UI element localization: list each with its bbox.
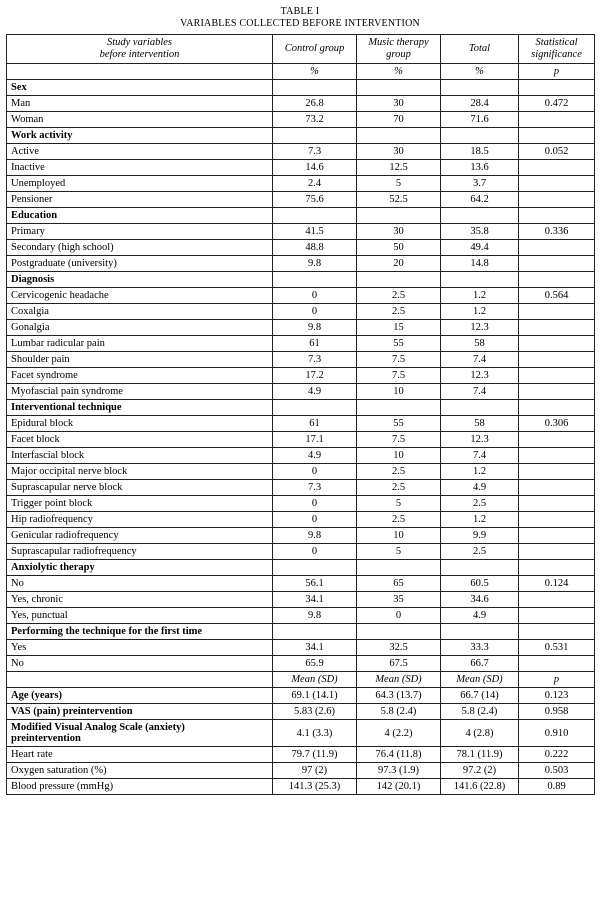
table-row bbox=[7, 747, 595, 763]
table-row bbox=[7, 704, 595, 720]
cell-total: 49.4 bbox=[441, 240, 519, 256]
row-label: Gonalgia bbox=[7, 320, 273, 336]
cell-total: 2.5 bbox=[441, 496, 519, 512]
table-row bbox=[7, 160, 595, 176]
section-header-row bbox=[7, 80, 595, 96]
section-title: Sex bbox=[7, 80, 273, 96]
table-row bbox=[7, 256, 595, 272]
subheader-p: p bbox=[519, 64, 595, 80]
cell-music: 30 bbox=[357, 96, 441, 112]
table-row bbox=[7, 688, 595, 704]
section-empty-cell bbox=[357, 272, 441, 288]
cell-music: 30 bbox=[357, 224, 441, 240]
row-label: Primary bbox=[7, 224, 273, 240]
cell-music: 30 bbox=[357, 144, 441, 160]
section-empty-cell bbox=[273, 128, 357, 144]
cell-control: 9.8 bbox=[273, 528, 357, 544]
table-row bbox=[7, 320, 595, 336]
cell-total: 33.3 bbox=[441, 640, 519, 656]
table-row bbox=[7, 192, 595, 208]
row-label: Active bbox=[7, 144, 273, 160]
cell-control: 48.8 bbox=[273, 240, 357, 256]
cell-control: 75.6 bbox=[273, 192, 357, 208]
section-title: Performing the technique for the first time bbox=[7, 624, 273, 640]
cell-music: 10 bbox=[357, 448, 441, 464]
cell-p: 0.958 bbox=[519, 704, 595, 720]
row-label: Suprascapular nerve block bbox=[7, 480, 273, 496]
cell-control: 34.1 bbox=[273, 640, 357, 656]
table-row bbox=[7, 496, 595, 512]
section-empty-cell bbox=[519, 128, 595, 144]
row-label: Lumbar radicular pain bbox=[7, 336, 273, 352]
cell-music: 5 bbox=[357, 544, 441, 560]
cell-total: 58 bbox=[441, 336, 519, 352]
row-label: Trigger point block bbox=[7, 496, 273, 512]
cell-control: 9.8 bbox=[273, 320, 357, 336]
cell-p: 0.564 bbox=[519, 288, 595, 304]
section-header-row bbox=[7, 560, 595, 576]
section-empty-cell bbox=[273, 400, 357, 416]
table-row bbox=[7, 592, 595, 608]
cell-music: 2.5 bbox=[357, 288, 441, 304]
cell-total: 4.9 bbox=[441, 480, 519, 496]
cell-music: 5 bbox=[357, 496, 441, 512]
cell-total: 7.4 bbox=[441, 384, 519, 400]
table-row bbox=[7, 288, 595, 304]
cell-total: 1.2 bbox=[441, 464, 519, 480]
cell-p bbox=[519, 512, 595, 528]
row-label: Yes, chronic bbox=[7, 592, 273, 608]
cell-p: 0.472 bbox=[519, 96, 595, 112]
cell-p bbox=[519, 336, 595, 352]
cell-total: 66.7 bbox=[441, 656, 519, 672]
table-row bbox=[7, 416, 595, 432]
row-label: Postgraduate (university) bbox=[7, 256, 273, 272]
section-empty-cell bbox=[441, 272, 519, 288]
cell-p bbox=[519, 368, 595, 384]
cell-p bbox=[519, 608, 595, 624]
cell-total: 71.6 bbox=[441, 112, 519, 128]
cell-total: 28.4 bbox=[441, 96, 519, 112]
header-control-group: Control group bbox=[273, 35, 357, 64]
table-body bbox=[7, 35, 595, 795]
cell-control: 0 bbox=[273, 288, 357, 304]
cell-total: 60.5 bbox=[441, 576, 519, 592]
cell-total: 2.5 bbox=[441, 544, 519, 560]
cell-control: 4.1 (3.3) bbox=[273, 720, 357, 747]
table-row bbox=[7, 432, 595, 448]
row-label: Inactive bbox=[7, 160, 273, 176]
table-row bbox=[7, 576, 595, 592]
row-label: Suprascapular radiofrequency bbox=[7, 544, 273, 560]
row-label: Pensioner bbox=[7, 192, 273, 208]
cell-total: 3.7 bbox=[441, 176, 519, 192]
table-row bbox=[7, 384, 595, 400]
cell-music: 20 bbox=[357, 256, 441, 272]
cell-p: 0.89 bbox=[519, 779, 595, 795]
cell-p: 0.306 bbox=[519, 416, 595, 432]
cell-music: 5.8 (2.4) bbox=[357, 704, 441, 720]
cell-control: 0 bbox=[273, 464, 357, 480]
cell-total: 66.7 (14) bbox=[441, 688, 519, 704]
cell-p bbox=[519, 448, 595, 464]
cell-total: 4 (2.8) bbox=[441, 720, 519, 747]
section-header-row bbox=[7, 624, 595, 640]
row-label: Interfascial block bbox=[7, 448, 273, 464]
cell-control: 2.4 bbox=[273, 176, 357, 192]
cell-total: 34.6 bbox=[441, 592, 519, 608]
cell-control: 7.3 bbox=[273, 352, 357, 368]
section-empty-cell bbox=[357, 400, 441, 416]
cell-control: 34.1 bbox=[273, 592, 357, 608]
table-row bbox=[7, 720, 595, 747]
section-empty-cell bbox=[519, 560, 595, 576]
row-label: Woman bbox=[7, 112, 273, 128]
row-label: Man bbox=[7, 96, 273, 112]
cell-control: 26.8 bbox=[273, 96, 357, 112]
cell-control: 69.1 (14.1) bbox=[273, 688, 357, 704]
section-empty-cell bbox=[273, 208, 357, 224]
cell-control: 4.9 bbox=[273, 448, 357, 464]
row-label: Unemployed bbox=[7, 176, 273, 192]
cell-music: 5 bbox=[357, 176, 441, 192]
cell-p bbox=[519, 528, 595, 544]
cell-control: 7.3 bbox=[273, 144, 357, 160]
cell-music: 10 bbox=[357, 384, 441, 400]
row-label-line2: preintervention bbox=[11, 733, 81, 744]
section-empty-cell bbox=[357, 80, 441, 96]
header-sig-line1: Statistical bbox=[535, 37, 578, 48]
cell-total: 4.9 bbox=[441, 608, 519, 624]
cell-music: 10 bbox=[357, 528, 441, 544]
table-row bbox=[7, 608, 595, 624]
table-row bbox=[7, 512, 595, 528]
section-title: Anxiolytic therapy bbox=[7, 560, 273, 576]
table-caption bbox=[6, 6, 594, 30]
cell-total: 13.6 bbox=[441, 160, 519, 176]
section-title: Diagnosis bbox=[7, 272, 273, 288]
cell-total: 1.2 bbox=[441, 288, 519, 304]
mean-header-control: Mean (SD) bbox=[273, 672, 357, 688]
table-row bbox=[7, 224, 595, 240]
cell-music: 4 (2.2) bbox=[357, 720, 441, 747]
section-header-row bbox=[7, 208, 595, 224]
cell-music: 7.5 bbox=[357, 368, 441, 384]
header-statistical-significance bbox=[519, 35, 595, 64]
cell-p bbox=[519, 352, 595, 368]
cell-p bbox=[519, 464, 595, 480]
section-header-row bbox=[7, 400, 595, 416]
cell-control: 9.8 bbox=[273, 256, 357, 272]
row-label bbox=[7, 720, 273, 747]
section-empty-cell bbox=[441, 208, 519, 224]
subheader-music-percent: % bbox=[357, 64, 441, 80]
cell-control: 73.2 bbox=[273, 112, 357, 128]
cell-p bbox=[519, 432, 595, 448]
cell-p bbox=[519, 384, 595, 400]
section-empty-cell bbox=[519, 272, 595, 288]
cell-music: 97.3 (1.9) bbox=[357, 763, 441, 779]
cell-control: 65.9 bbox=[273, 656, 357, 672]
table-row bbox=[7, 544, 595, 560]
cell-p: 0.222 bbox=[519, 747, 595, 763]
cell-p: 0.336 bbox=[519, 224, 595, 240]
cell-total: 12.3 bbox=[441, 368, 519, 384]
header-study-variables bbox=[7, 35, 273, 64]
section-empty-cell bbox=[441, 80, 519, 96]
header-music-therapy-group bbox=[357, 35, 441, 64]
section-title: Education bbox=[7, 208, 273, 224]
row-label: Secondary (high school) bbox=[7, 240, 273, 256]
mean-header-total: Mean (SD) bbox=[441, 672, 519, 688]
mean-header-row bbox=[7, 672, 595, 688]
cell-total: 141.6 (22.8) bbox=[441, 779, 519, 795]
cell-control: 61 bbox=[273, 336, 357, 352]
section-empty-cell bbox=[357, 624, 441, 640]
section-empty-cell bbox=[441, 624, 519, 640]
table-row bbox=[7, 528, 595, 544]
table-row bbox=[7, 763, 595, 779]
cell-control: 56.1 bbox=[273, 576, 357, 592]
cell-total: 35.8 bbox=[441, 224, 519, 240]
row-label: Major occipital nerve block bbox=[7, 464, 273, 480]
table-row bbox=[7, 448, 595, 464]
section-header-row bbox=[7, 128, 595, 144]
cell-control: 0 bbox=[273, 544, 357, 560]
cell-control: 97 (2) bbox=[273, 763, 357, 779]
table-row bbox=[7, 480, 595, 496]
row-label: Epidural block bbox=[7, 416, 273, 432]
cell-music: 2.5 bbox=[357, 480, 441, 496]
table-row bbox=[7, 304, 595, 320]
section-empty-cell bbox=[273, 272, 357, 288]
section-title: Work activity bbox=[7, 128, 273, 144]
cell-p: 0.910 bbox=[519, 720, 595, 747]
cell-music: 2.5 bbox=[357, 464, 441, 480]
cell-music: 7.5 bbox=[357, 352, 441, 368]
cell-total: 1.2 bbox=[441, 304, 519, 320]
section-empty-cell bbox=[273, 624, 357, 640]
cell-music: 7.5 bbox=[357, 432, 441, 448]
cell-p bbox=[519, 256, 595, 272]
cell-music: 50 bbox=[357, 240, 441, 256]
table-row bbox=[7, 368, 595, 384]
cell-total: 18.5 bbox=[441, 144, 519, 160]
subheader-total-percent: % bbox=[441, 64, 519, 80]
table-row bbox=[7, 464, 595, 480]
header-music-line2: group bbox=[386, 49, 411, 60]
variables-table bbox=[6, 34, 595, 795]
cell-music: 76.4 (11.8) bbox=[357, 747, 441, 763]
table-row bbox=[7, 336, 595, 352]
cell-total: 64.2 bbox=[441, 192, 519, 208]
cell-music: 15 bbox=[357, 320, 441, 336]
header-study-variables-line1: Study variables bbox=[106, 37, 173, 48]
cell-control: 0 bbox=[273, 304, 357, 320]
header-study-variables-line2: before intervention bbox=[99, 49, 180, 60]
cell-total: 1.2 bbox=[441, 512, 519, 528]
section-header-row bbox=[7, 272, 595, 288]
cell-control: 17.1 bbox=[273, 432, 357, 448]
cell-p bbox=[519, 592, 595, 608]
cell-total: 7.4 bbox=[441, 448, 519, 464]
cell-music: 12.5 bbox=[357, 160, 441, 176]
table-row bbox=[7, 176, 595, 192]
section-empty-cell bbox=[357, 560, 441, 576]
row-label: Heart rate bbox=[7, 747, 273, 763]
cell-p bbox=[519, 304, 595, 320]
section-empty-cell bbox=[357, 128, 441, 144]
cell-music: 55 bbox=[357, 336, 441, 352]
table-row bbox=[7, 240, 595, 256]
section-empty-cell bbox=[273, 560, 357, 576]
cell-music: 2.5 bbox=[357, 512, 441, 528]
mean-header-p: p bbox=[519, 672, 595, 688]
cell-music: 64.3 (13.7) bbox=[357, 688, 441, 704]
section-empty-cell bbox=[357, 208, 441, 224]
cell-music: 55 bbox=[357, 416, 441, 432]
row-label: Shoulder pain bbox=[7, 352, 273, 368]
cell-total: 7.4 bbox=[441, 352, 519, 368]
cell-music: 70 bbox=[357, 112, 441, 128]
mean-header-blank bbox=[7, 672, 273, 688]
row-label: Facet block bbox=[7, 432, 273, 448]
section-empty-cell bbox=[273, 80, 357, 96]
row-label: Hip radiofrequency bbox=[7, 512, 273, 528]
cell-music: 67.5 bbox=[357, 656, 441, 672]
row-label: Oxygen saturation (%) bbox=[7, 763, 273, 779]
cell-p bbox=[519, 240, 595, 256]
cell-total: 97.2 (2) bbox=[441, 763, 519, 779]
cell-control: 79.7 (11.9) bbox=[273, 747, 357, 763]
section-empty-cell bbox=[441, 400, 519, 416]
section-empty-cell bbox=[519, 208, 595, 224]
row-label: Yes, punctual bbox=[7, 608, 273, 624]
cell-p: 0.052 bbox=[519, 144, 595, 160]
cell-p bbox=[519, 192, 595, 208]
table-subheader-row bbox=[7, 64, 595, 80]
section-empty-cell bbox=[519, 400, 595, 416]
cell-music: 0 bbox=[357, 608, 441, 624]
table-number: TABLE I bbox=[280, 6, 320, 17]
row-label-line1: Modified Visual Analog Scale (anxiety) bbox=[11, 722, 185, 733]
cell-total: 9.9 bbox=[441, 528, 519, 544]
cell-control: 61 bbox=[273, 416, 357, 432]
row-label: Coxalgia bbox=[7, 304, 273, 320]
cell-music: 142 (20.1) bbox=[357, 779, 441, 795]
cell-control: 9.8 bbox=[273, 608, 357, 624]
row-label: No bbox=[7, 656, 273, 672]
table-row bbox=[7, 640, 595, 656]
cell-p bbox=[519, 544, 595, 560]
cell-control: 141.3 (25.3) bbox=[273, 779, 357, 795]
table-row bbox=[7, 352, 595, 368]
section-title: Interventional technique bbox=[7, 400, 273, 416]
section-empty-cell bbox=[441, 560, 519, 576]
section-empty-cell bbox=[519, 624, 595, 640]
cell-p: 0.503 bbox=[519, 763, 595, 779]
row-label: VAS (pain) preintervention bbox=[7, 704, 273, 720]
cell-p bbox=[519, 480, 595, 496]
cell-p bbox=[519, 112, 595, 128]
cell-music: 2.5 bbox=[357, 304, 441, 320]
table-row bbox=[7, 112, 595, 128]
cell-p: 0.531 bbox=[519, 640, 595, 656]
row-label: Facet syndrome bbox=[7, 368, 273, 384]
cell-music: 32.5 bbox=[357, 640, 441, 656]
cell-p bbox=[519, 656, 595, 672]
section-empty-cell bbox=[519, 80, 595, 96]
cell-control: 4.9 bbox=[273, 384, 357, 400]
cell-p bbox=[519, 496, 595, 512]
row-label: No bbox=[7, 576, 273, 592]
cell-p: 0.124 bbox=[519, 576, 595, 592]
row-label: Genicular radiofrequency bbox=[7, 528, 273, 544]
cell-p bbox=[519, 160, 595, 176]
cell-control: 0 bbox=[273, 496, 357, 512]
cell-total: 12.3 bbox=[441, 432, 519, 448]
cell-control: 14.6 bbox=[273, 160, 357, 176]
cell-music: 65 bbox=[357, 576, 441, 592]
cell-total: 5.8 (2.4) bbox=[441, 704, 519, 720]
header-music-line1: Music therapy bbox=[368, 37, 429, 48]
cell-control: 5.83 (2.6) bbox=[273, 704, 357, 720]
table-row bbox=[7, 144, 595, 160]
table-row bbox=[7, 96, 595, 112]
cell-music: 35 bbox=[357, 592, 441, 608]
cell-control: 41.5 bbox=[273, 224, 357, 240]
subheader-blank bbox=[7, 64, 273, 80]
cell-total: 12.3 bbox=[441, 320, 519, 336]
cell-control: 17.2 bbox=[273, 368, 357, 384]
cell-p bbox=[519, 320, 595, 336]
mean-header-music: Mean (SD) bbox=[357, 672, 441, 688]
subheader-control-percent: % bbox=[273, 64, 357, 80]
cell-music: 52.5 bbox=[357, 192, 441, 208]
cell-total: 14.8 bbox=[441, 256, 519, 272]
cell-control: 7.3 bbox=[273, 480, 357, 496]
row-label: Blood pressure (mmHg) bbox=[7, 779, 273, 795]
cell-total: 58 bbox=[441, 416, 519, 432]
table-title: VARIABLES COLLECTED BEFORE INTERVENTION bbox=[180, 18, 420, 29]
cell-total: 78.1 (11.9) bbox=[441, 747, 519, 763]
cell-control: 0 bbox=[273, 512, 357, 528]
header-total: Total bbox=[441, 35, 519, 64]
table-row bbox=[7, 656, 595, 672]
cell-p: 0.123 bbox=[519, 688, 595, 704]
row-label: Cervicogenic headache bbox=[7, 288, 273, 304]
table-header-row bbox=[7, 35, 595, 64]
row-label: Age (years) bbox=[7, 688, 273, 704]
cell-p bbox=[519, 176, 595, 192]
row-label: Yes bbox=[7, 640, 273, 656]
row-label: Myofascial pain syndrome bbox=[7, 384, 273, 400]
header-sig-line2: significance bbox=[531, 49, 582, 60]
section-empty-cell bbox=[441, 128, 519, 144]
table-row bbox=[7, 779, 595, 795]
